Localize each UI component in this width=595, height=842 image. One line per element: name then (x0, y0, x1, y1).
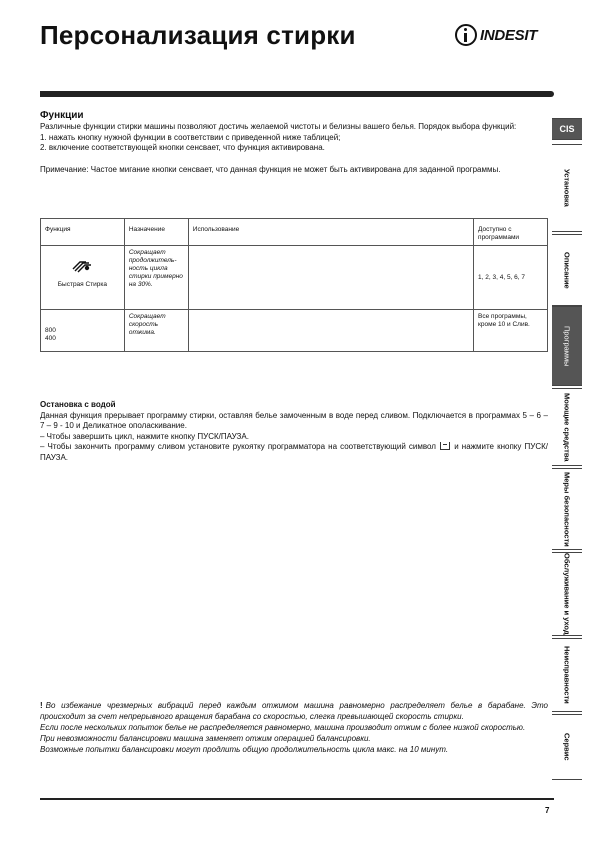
sidebar-tab-safety[interactable] (552, 468, 582, 550)
sidebar-tab-description[interactable] (552, 234, 582, 306)
table-row (41, 246, 548, 310)
functions-note: Примечание: Частое мигание кнопки сенсвает, что данная функция не может быть активирована для заданной программы. (40, 164, 501, 174)
bottom-rule (40, 798, 554, 800)
water-stop-heading: Остановка с водой (40, 400, 116, 409)
sidebar-tab-installation[interactable] (552, 144, 582, 232)
water-stop-section (40, 400, 548, 463)
page-title: Персонализация стирки (40, 20, 356, 50)
balance-note-line: Во избежание чрезмерных вибраций перед каждым отжимом машина равномерно распределяет белье в барабане. Это происходит за счет непрерывного вращения барабана со скоростью, слегка превышающей скорость стирки. (40, 701, 548, 721)
table-cell-function (41, 246, 125, 310)
table-row (41, 310, 548, 352)
drain-symbol-icon (440, 442, 450, 450)
table-cell-available: 1, 2, 3, 4, 5, 6, 7 (474, 246, 548, 310)
functions-intro: Различные функции стирки машины позволяют достичь желаемой чистоты и белизны вашего белья. Порядок выбора функций: (40, 122, 517, 131)
water-stop-bullet-2 (40, 442, 548, 463)
table-header: Доступно с программами (474, 219, 548, 246)
table-cell-available: Все программы, кроме 10 и Слив. (474, 310, 548, 352)
table-header: Функция (41, 219, 125, 246)
sidebar-tab-label: Описание (562, 251, 572, 289)
function-name: Быстрая Стирка (57, 281, 108, 288)
sidebar-tab-cis[interactable] (552, 118, 582, 140)
table-cell-purpose: Сокращает продолжитель-ность цикла стирки примерно на 30%. (124, 246, 188, 310)
functions-step-1: 1. нажать кнопку нужной функции в соответствии с приведенной ниже таблицей; (40, 132, 341, 142)
sidebar-tab-label: Обслуживание и уход (562, 553, 572, 635)
water-stop-text: Данная функция прерывает программу стирки, оставляя белье замоченным в воде перед сливом. Подключается в программах 5 – 6 – 7 – 9 - 10 и Деликатное ополаскивание. (40, 410, 548, 430)
sidebar-tab-label: Программы (562, 325, 572, 367)
sidebar-tab-label: Неисправности (562, 646, 572, 704)
table-cell-usage (188, 310, 473, 352)
section-sidebar (552, 118, 582, 780)
sidebar-tab-programs[interactable] (552, 306, 582, 386)
table-header: Использование (188, 219, 473, 246)
functions-step-2: 2. включение соответствующей кнопки сенсвает, что функция активирована. (40, 143, 325, 152)
balance-note-line: При невозможности балансировки машина заменяет отжим операцией балансировки. (40, 734, 371, 743)
brand-name: INDESIT (480, 26, 538, 44)
table-header-row (41, 219, 548, 246)
table-header: Назначение (124, 219, 188, 246)
balance-note-line: Если после нескольких попыток белье не распределяется равномерно, машина производит отжим с более низкой скоростью. (40, 723, 526, 732)
sidebar-tab-service[interactable] (552, 714, 582, 780)
sidebar-tab-label: Сервис (562, 733, 572, 761)
sidebar-tab-troubleshooting[interactable] (552, 638, 582, 712)
indesit-logo-icon (455, 24, 477, 46)
functions-table (40, 218, 548, 352)
sidebar-tab-maintenance[interactable] (552, 552, 582, 636)
page-number: 7 (545, 806, 550, 815)
table-cell-function: 800 400 (41, 310, 125, 352)
water-stop-bullet-2-text: – Чтобы закончить программу сливом установите рукоятку программатора на соответствующий символ (40, 442, 436, 451)
water-stop-bullet-1: – Чтобы завершить цикл, нажмите кнопку ПУСК/ПАУЗА. (40, 431, 249, 441)
sidebar-tab-label: Меры безопасности (562, 471, 572, 547)
functions-heading: Функции (40, 110, 84, 121)
balance-note (40, 700, 548, 755)
sidebar-tab-detergents[interactable] (552, 388, 582, 466)
water-stop-bullet-2-end: и нажмите кнопку ПУСК/ПАУЗА. (40, 442, 548, 462)
quick-wash-icon (72, 259, 92, 273)
table-cell-purpose: Сокращает скорость отжима. (124, 310, 188, 352)
balance-note-line: Возможные попытки балансировки могут продлить общую продолжительность цикла макс. на 10 минут. (40, 745, 449, 754)
table-cell-usage (188, 246, 473, 310)
sidebar-tab-label: Моющие средства (562, 392, 572, 462)
sidebar-tab-label: Установка (562, 169, 572, 207)
top-rule (40, 91, 554, 97)
brand-logo (455, 22, 555, 48)
warning-icon: ! (40, 701, 43, 710)
sidebar-cis-label: CIS (559, 124, 575, 134)
functions-section (40, 110, 548, 175)
